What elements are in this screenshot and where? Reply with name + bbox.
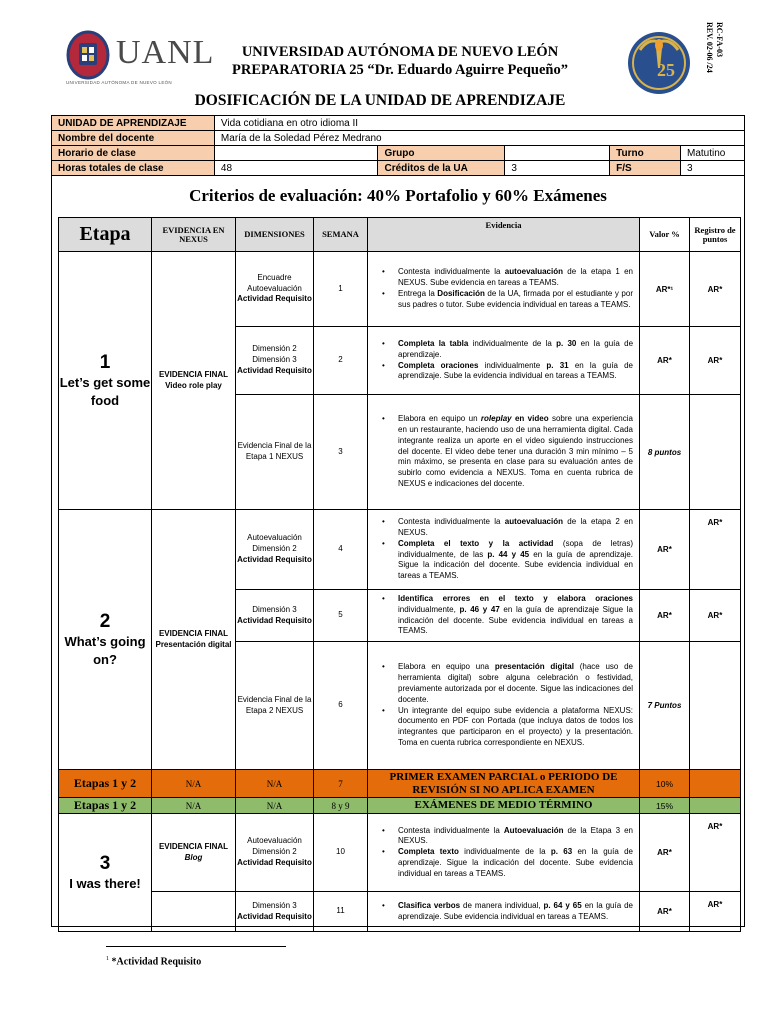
dimension-line: Dimensión 3 (252, 355, 297, 365)
dimension-cell (236, 590, 314, 642)
evidence-emphasis: Autoevaluación (503, 825, 564, 835)
stage-number: 1 (99, 351, 111, 373)
evidence-text: de la etapa 1 en NEXUS. Sube evidencia en tareas a TEAMS. (398, 267, 633, 288)
dimension-line: Autoevaluación (247, 836, 302, 846)
evidence-emphasis: Completa texto (398, 847, 459, 857)
evidence-cell (368, 327, 640, 395)
uanl-logo-subtitle: UNIVERSIDAD AUTÓNOMA DE NUEVO LEÓN (66, 80, 172, 85)
evidence-text: Entrega la (398, 289, 438, 298)
dimension-requisito: Actividad Requisito (237, 857, 312, 867)
nexus-evidence-cell (152, 252, 236, 510)
dimension-cell (236, 892, 314, 932)
valor-cell: 7 Puntos (640, 642, 690, 770)
dimension-line: Evidencia Final de la Etapa 2 NEXUS (237, 694, 312, 715)
nexus-evidence: EVIDENCIA FINAL Presentación digital (155, 628, 232, 649)
week-cell: 3 (314, 395, 368, 510)
evidence-text: Elabora en equipo un (398, 414, 481, 424)
evidence-text: en la guía de aprendizaje. Sube evidencia individual en tareas a TEAMS. (398, 900, 634, 921)
valor-cell: AR* (640, 590, 690, 642)
week-cell: 5 (314, 590, 368, 642)
evidence-cell (368, 510, 640, 590)
table-body (59, 252, 741, 932)
evidence-list (372, 826, 633, 880)
footnote-divider (106, 946, 286, 947)
evidence-emphasis: p. 44 y 45 (487, 549, 530, 559)
evidence-cell (368, 395, 640, 510)
dosificacion-table (58, 217, 741, 932)
valor-cell: AR* (640, 814, 690, 892)
dimension-line: Dimensión 3 (252, 604, 297, 614)
evidence-text: Contesta individualmente la (398, 517, 505, 527)
evidence-emphasis: Dosificación (437, 289, 485, 298)
dimension-cell (236, 510, 314, 590)
evidence-emphasis: autoevaluación (504, 517, 563, 527)
horas-value: 48 (214, 161, 378, 176)
evidence-emphasis: p. 46 y 47 (459, 604, 500, 614)
header-valor: Valor % (640, 218, 690, 252)
exam-row (59, 798, 741, 814)
evidence-cell (368, 252, 640, 327)
footnote (106, 956, 201, 967)
valor-cell: AR* (640, 510, 690, 590)
evidence-text: de la Etapa 3 en NEXUS. (398, 825, 633, 846)
dimension-cell (236, 395, 314, 510)
horas-label: Horas totales de clase (52, 161, 215, 176)
evidence-item (372, 706, 633, 749)
stage-name: I was there! (69, 875, 141, 891)
evidence-text: individualmente, (398, 604, 460, 614)
turno-label: Turno (610, 146, 681, 161)
dimension-line: Autoevaluación (247, 283, 302, 293)
docente-value: María de la Soledad Pérez Medrano (214, 131, 744, 146)
exam-registro (690, 770, 741, 798)
evidence-list (372, 339, 633, 382)
dimension-cell (236, 327, 314, 395)
evaluation-criteria: Criterios de evaluación: 40% Portafolio y 60% Exámenes (189, 186, 607, 205)
evidence-cell (368, 642, 640, 770)
creditos-value: 3 (505, 161, 610, 176)
uanl-logo-text: UANL (116, 34, 215, 71)
horario-label: Horario de clase (52, 146, 215, 161)
header-registro: Registro de puntos (690, 218, 741, 252)
exam-row (59, 770, 741, 798)
evidence-text: Un integrante del equipo sube evidencia a plataforma NEXUS: documento en PDF con Portada (que incluya datos de todos los integrantes que participaron en el proyecto) y la presentación. Toma en cuenta rubrica correspondiente en NEXUS. (398, 705, 633, 747)
week-cell: 10 (314, 814, 368, 892)
creditos-label: Créditos de la UA (378, 161, 505, 176)
stage-number: 2 (99, 610, 111, 632)
evidence-item (372, 289, 633, 311)
dimension-line: Dimensión 2 (252, 544, 297, 554)
week-cell: 4 (314, 510, 368, 590)
evidence-item (372, 267, 633, 289)
header-evidencia-nexus: EVIDENCIA EN NEXUS (152, 218, 236, 252)
week-cell: 11 (314, 892, 368, 932)
doc-revision: REV. 02-06 /24 (705, 22, 714, 73)
nexus-evidence-empty (152, 892, 236, 932)
exam-valor: 15% (640, 798, 690, 814)
dimension-requisito: Actividad Requisito (237, 911, 312, 921)
dimension-line: Dimensión 3 (252, 900, 297, 910)
dimension-line: Autoevaluación (247, 533, 302, 543)
fs-label: F/S (610, 161, 681, 176)
unidad-label: UNIDAD DE APRENDIZAJE (52, 116, 215, 131)
registro-cell (690, 642, 741, 770)
evidence-text: Contesta individualmente la (398, 267, 505, 277)
horario-value (214, 146, 378, 161)
nexus-evidence-cell (152, 510, 236, 770)
evidence-item (372, 339, 633, 361)
evidence-list (372, 517, 633, 582)
evidence-item (372, 826, 633, 848)
stage-name: What’s going on? (64, 633, 146, 667)
evidence-emphasis: autoevaluación (504, 267, 563, 277)
evidence-emphasis: Clasifica verbos (398, 900, 461, 910)
registro-cell: AR* (690, 252, 741, 327)
evidence-list (372, 594, 633, 637)
table-row (59, 814, 741, 892)
stage-cell (59, 510, 152, 770)
evidence-text: de manera individual, (460, 900, 544, 910)
stage-cell (59, 252, 152, 510)
evidence-item (372, 517, 633, 539)
exam-nexus: N/A (152, 770, 236, 798)
evidence-text: Contesta individualmente la (398, 825, 504, 835)
preparatoria-25-logo (626, 30, 692, 96)
evidence-item (372, 662, 633, 705)
valor-cell: AR*¹ (640, 252, 690, 327)
evidence-item (372, 414, 633, 490)
evidence-cell (368, 892, 640, 932)
registro-cell: AR* (690, 590, 741, 642)
exam-valor: 10% (640, 770, 690, 798)
evidence-emphasis: Completa la tabla (398, 338, 469, 348)
dimension-line: Evidencia Final de la Etapa 1 NEXUS (237, 441, 312, 461)
evidence-text: individualmente (478, 360, 547, 370)
evidence-emphasis: Completa el texto y la actividad (398, 538, 554, 548)
evidence-text: en la guía de aprendizaje. Sigue la indicación del docente. Sube evidencia individual en tareas a TEAMS. (398, 847, 634, 878)
school-name: PREPARATORIA 25 “Dr. Eduardo Aguirre Pequeño” (232, 62, 568, 78)
dimension-requisito: Actividad Requisito (237, 294, 312, 304)
evidence-emphasis: Completa oraciones (398, 360, 479, 370)
evidence-cell (368, 814, 640, 892)
evidence-text: de la etapa 2 en NEXUS. (398, 517, 633, 537)
exam-nexus: N/A (152, 798, 236, 814)
evidence-text: individualmente de la (468, 338, 557, 348)
unidad-value: Vida cotidiana en otro idioma II (214, 116, 744, 131)
stage-cell (59, 814, 152, 932)
evidence-list (372, 414, 633, 490)
nexus-evidence-cell (152, 814, 236, 892)
evidence-emphasis: p. 63 (550, 847, 573, 857)
evidence-list (372, 267, 633, 310)
evidence-text: Elabora en equipo una (398, 662, 495, 672)
evidence-emphasis: p. 64 y 65 (543, 900, 582, 910)
week-cell: 1 (314, 252, 368, 327)
nexus-evidence: EVIDENCIA FINAL Video role play (158, 369, 229, 390)
evidence-text: en la guía de aprendizaje. Sube la evidencia individual en tareas a TEAMS. (398, 360, 633, 381)
header-dimensiones: DIMENSIONES (236, 218, 314, 252)
grupo-value (505, 146, 610, 161)
nexus-evidence: EVIDENCIA FINAL (158, 841, 229, 851)
registro-cell: AR* (690, 510, 741, 590)
valor-cell: 8 puntos (640, 395, 690, 510)
evidence-cell (368, 590, 640, 642)
exam-dimension: N/A (236, 770, 314, 798)
evidence-emphasis: p. 30 (556, 338, 577, 348)
footnote-mark: 1 (106, 956, 109, 962)
grupo-label: Grupo (378, 146, 505, 161)
dimension-line: Encuadre (257, 272, 292, 282)
document-code (700, 22, 750, 82)
header-etapa: Etapa (59, 218, 152, 252)
dimension-cell (236, 252, 314, 327)
table-row (59, 510, 741, 590)
dimension-line: Dimensión 2 (252, 847, 297, 857)
exam-week: 7 (314, 770, 368, 798)
registro-cell: AR* (690, 892, 741, 932)
header-evidencia: Evidencia (368, 218, 640, 252)
evidence-item (372, 539, 633, 582)
dimension-requisito: Actividad Requisito (237, 615, 312, 625)
week-cell: 6 (314, 642, 368, 770)
valor-cell: AR* (640, 892, 690, 932)
exam-registro (690, 798, 741, 814)
exam-week: 8 y 9 (314, 798, 368, 814)
evidence-list (372, 901, 633, 923)
fs-value: 3 (680, 161, 744, 176)
course-info-table (51, 115, 745, 176)
dimension-requisito: Actividad Requisito (237, 554, 312, 564)
table-row (59, 252, 741, 327)
roleplay-emphasis: roleplay (480, 414, 512, 424)
evidence-text: (hace uso de herramienta digital) sobre alguna celebración o festividad, previamente autorizada por el docente. Sigue las indicaciones del docente. (398, 662, 634, 704)
dimension-requisito: Actividad Requisito (237, 365, 312, 375)
footnote-text: *Actividad Requisito (111, 956, 202, 968)
docente-label: Nombre del docente (52, 131, 215, 146)
dimension-line: Dimensión 2 (252, 344, 297, 354)
stage-number: 3 (99, 852, 111, 874)
seal-number: 25 (657, 60, 675, 80)
evidence-emphasis: roleplay en video (480, 414, 549, 424)
valor-cell: AR* (640, 327, 690, 395)
evidence-emphasis: presentación digital (494, 662, 574, 672)
exam-title: PRIMER EXAMEN PARCIAL o PERIODO DE REVISIÓN SI NO APLICA EXAMEN (368, 770, 640, 798)
evidence-text: en la guía de aprendizaje. Sigue la indicación del docente. Sube evidencia individual en tareas a TEAMS. (398, 549, 634, 581)
evidence-text: en la guía de aprendizaje. (398, 338, 634, 359)
evidence-item (372, 361, 633, 383)
registro-cell (690, 395, 741, 510)
university-name: UNIVERSIDAD AUTÓNOMA DE NUEVO LEÓN (241, 44, 559, 60)
nexus-evidence-type: Blog (184, 852, 203, 862)
week-cell: 2 (314, 327, 368, 395)
evidence-text: de la UA, firmada por el estudiante y por sus padres o tutor. Sube evidencia individual en tareas a TEAMS. (398, 289, 633, 309)
evidence-item (372, 901, 633, 923)
dimension-cell (236, 814, 314, 892)
exam-stages: Etapas 1 y 2 (59, 798, 152, 814)
document-title: DOSIFICACIÓN DE LA UNIDAD DE APRENDIZAJE (194, 92, 566, 109)
evidence-text: (sopa de letras) individualmente, de las (398, 538, 633, 559)
registro-cell: AR* (690, 327, 741, 395)
evidence-item (372, 847, 633, 879)
evidence-text: individualmente de la (458, 847, 551, 857)
turno-value: Matutino (680, 146, 744, 161)
table-row (59, 892, 741, 932)
uanl-seal-icon (66, 30, 110, 80)
dimension-cell (236, 642, 314, 770)
evidence-text: sobre una experiencia en un restaurante, haciendo uso de una herramienta digital. Cada integrante realiza un aporte en el video siguiendo instrucciones del docente. El video debe tener una duración 3 min mínimo – 5 min máximo, se presenta en clase para su evaluación antes de subirlo como evidencia a NEXUS. Toma en cuenta rubrica de NEXUS e indicaciones del docente. (398, 414, 633, 488)
registro-cell: AR* (690, 814, 741, 892)
evidence-text: en la guía de aprendizaje Sigue la indicación del docente. Sube evidencia individual en tareas a TEAMS. (398, 604, 633, 636)
evidence-emphasis: p. 31 (546, 360, 569, 370)
evidence-list (372, 662, 633, 748)
exam-stages: Etapas 1 y 2 (59, 770, 152, 798)
evidence-item (372, 594, 633, 637)
exam-title: EXÁMENES DE MEDIO TÉRMINO (368, 798, 640, 814)
doc-code: RC-FA-03 (715, 22, 724, 57)
exam-dimension: N/A (236, 798, 314, 814)
evidence-emphasis: Identifica errores en el texto y elabora oraciones (398, 593, 633, 603)
uanl-logo (66, 30, 215, 90)
stage-name: Let’s get some food (59, 374, 151, 408)
header-semana: SEMANA (314, 218, 368, 252)
